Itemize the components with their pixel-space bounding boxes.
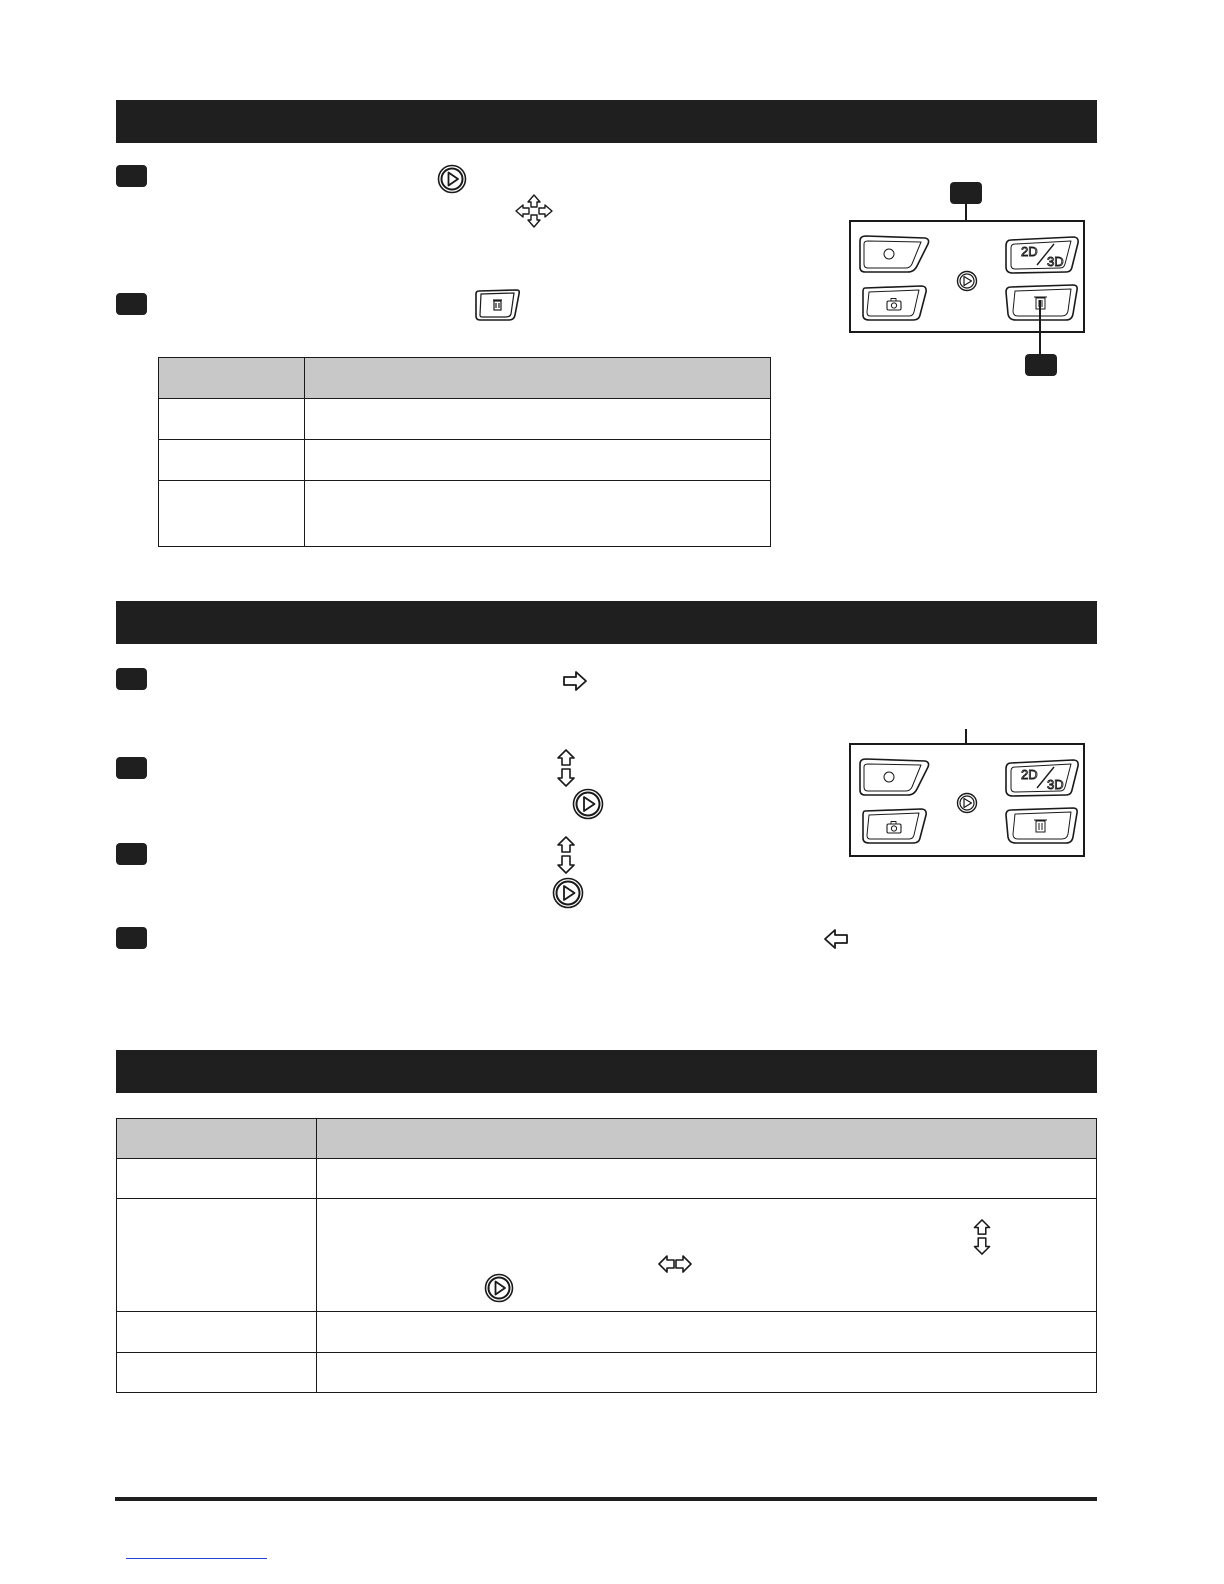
play-button-icon	[437, 164, 467, 194]
right-arrow-icon	[562, 670, 588, 692]
table-cell	[159, 481, 305, 547]
table-cell	[305, 399, 771, 440]
step-number-badge	[116, 843, 147, 865]
play-button-icon	[572, 788, 604, 820]
control-panel	[849, 743, 1085, 857]
left-right-arrows-icon	[657, 1254, 693, 1274]
options-table	[158, 357, 771, 547]
table-cell	[159, 440, 305, 481]
footer-link-underline[interactable]	[126, 1558, 267, 1559]
control-panel-drawing	[851, 222, 1083, 331]
table-cell	[117, 1312, 317, 1353]
up-down-arrows-icon	[555, 749, 577, 787]
four-way-arrows-icon	[514, 193, 554, 229]
step-number-badge	[116, 757, 147, 779]
control-panel-drawing	[851, 745, 1083, 855]
section-header-bar	[116, 1050, 1097, 1093]
table-cell	[317, 1312, 1097, 1353]
table-cell	[117, 1353, 317, 1393]
table-cell	[317, 1159, 1097, 1199]
toggle-label-2d: 2D	[1021, 767, 1038, 782]
callout-line	[1039, 300, 1041, 354]
step-number-badge	[116, 668, 147, 690]
toggle-label-3d: 3D	[1047, 254, 1064, 269]
table-cell	[317, 1199, 1097, 1312]
up-down-arrows-icon	[555, 836, 577, 874]
footer-rule	[115, 1497, 1097, 1501]
table-cell	[305, 481, 771, 547]
settings-table	[116, 1118, 1097, 1393]
step-number-badge	[116, 293, 147, 315]
table-cell	[117, 1199, 317, 1312]
table-cell	[305, 440, 771, 481]
toggle-label-3d: 3D	[1047, 777, 1064, 792]
control-panel	[849, 220, 1085, 333]
toggle-label-2d: 2D	[1021, 244, 1038, 259]
section-header-bar	[116, 601, 1097, 644]
callout-badge	[1025, 354, 1057, 376]
step-number-badge	[116, 165, 147, 187]
up-down-arrows-icon	[971, 1219, 993, 1255]
section-header-bar	[116, 100, 1097, 143]
table-cell	[117, 1159, 317, 1199]
table-header-cell	[305, 358, 771, 399]
left-arrow-icon	[823, 928, 849, 950]
table-header-cell	[317, 1119, 1097, 1159]
trash-button-icon	[471, 287, 523, 323]
play-button-icon	[484, 1273, 514, 1303]
table-cell	[159, 399, 305, 440]
play-button-icon	[552, 877, 584, 909]
table-header-cell	[117, 1119, 317, 1159]
callout-badge	[950, 182, 982, 204]
table-header-cell	[159, 358, 305, 399]
table-cell	[317, 1353, 1097, 1393]
step-number-badge	[116, 927, 147, 949]
